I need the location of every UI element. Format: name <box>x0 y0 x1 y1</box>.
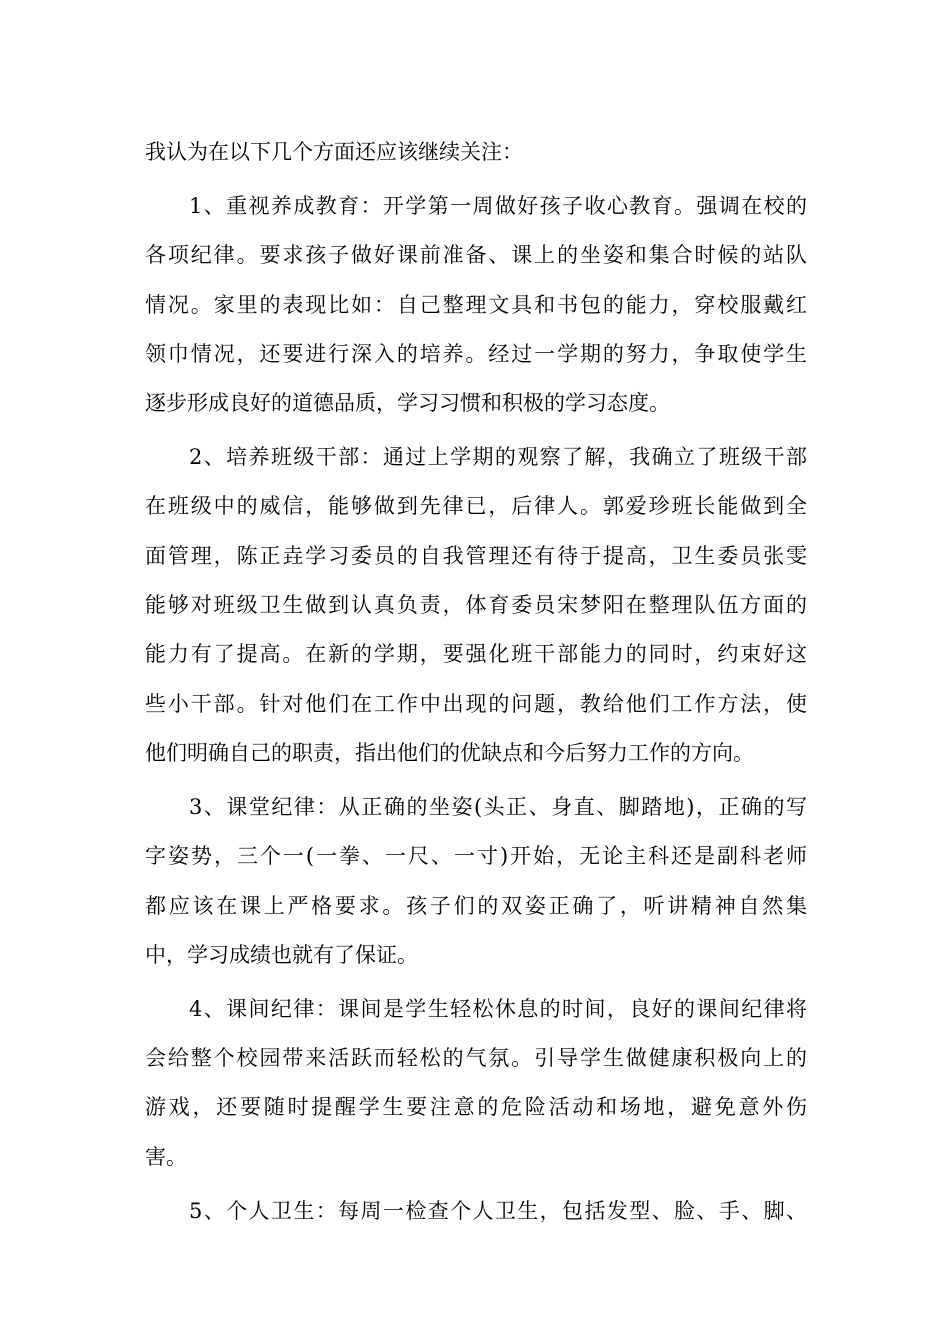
paragraph-line: 些小干部。针对他们在工作中出现的问题，教给他们工作方法，使 <box>145 691 807 716</box>
paragraph-4 <box>145 985 807 1182</box>
paragraph-line: 2、培养班级干部：通过上学期的观察了解，我确立了班级干部 <box>189 445 807 470</box>
paragraph-line: 1、重视养成教育：开学第一周做好孩子收心教育。强调在校的 <box>189 193 807 218</box>
paragraph-line: 能够对班级卫生做到认真负责，体育委员宋梦阳在整理队伍方面的 <box>145 593 807 618</box>
paragraph-line: 会给整个校园带来活跃而轻松的气氛。引导学生做健康积极向上的 <box>145 1046 807 1071</box>
intro-line: 我认为在以下几个方面还应该继续关注： <box>145 140 523 164</box>
paragraph-line: 面管理，陈正垚学习委员的自我管理还有待于提高，卫生委员张雯 <box>145 543 807 568</box>
paragraph-line: 游戏，还要随时提醒学生要注意的危险活动和场地，避免意外伤 <box>145 1095 807 1120</box>
paragraph-1 <box>145 182 807 428</box>
paragraph-line: 3、课堂纪律：从正确的坐姿(头正、身直、脚踏地)，正确的写 <box>189 794 807 819</box>
paragraph-3 <box>145 783 807 980</box>
paragraph-line: 逐步形成良好的道德品质，学习习惯和积极的学习态度。 <box>145 391 670 416</box>
paragraph-line: 字姿势，三个一(一拳、一尺、一寸)开始，无论主科还是副科老师 <box>145 844 807 869</box>
paragraph-line: 情况。家里的表现比如：自己整理文具和书包的能力，穿校服戴红 <box>145 292 807 317</box>
paragraph-5 <box>145 1187 807 1236</box>
paragraph-line: 在班级中的威信，能够做到先律已，后律人。郭爱珍班长能做到全 <box>145 494 807 519</box>
paragraph-2 <box>145 433 807 778</box>
paragraph-line: 中，学习成绩也就有了保证。 <box>145 942 418 967</box>
paragraph-line: 能力有了提高。在新的学期，要强化班干部能力的同时，约束好这 <box>145 642 807 667</box>
paragraph-line: 各项纪律。要求孩子做好课前准备、课上的坐姿和集合时候的站队 <box>145 243 807 268</box>
intro-paragraph <box>145 128 807 177</box>
paragraph-line: 他们明确自己的职责，指出他们的优缺点和今后努力工作的方向。 <box>145 740 754 765</box>
document-body <box>145 128 807 1236</box>
paragraph-line: 4、课间纪律：课间是学生轻松休息的时间，良好的课间纪律将 <box>189 996 807 1021</box>
paragraph-line: 都应该在课上严格要求。孩子们的双姿正确了，听讲精神自然集 <box>145 893 807 918</box>
paragraph-line: 领巾情况，还要进行深入的培养。经过一学期的努力，争取使学生 <box>145 341 807 366</box>
paragraph-line: 害。 <box>145 1144 187 1169</box>
paragraph-line: 5、个人卫生：每周一检查个人卫生，包括发型、脸、手、脚、 <box>189 1198 807 1223</box>
